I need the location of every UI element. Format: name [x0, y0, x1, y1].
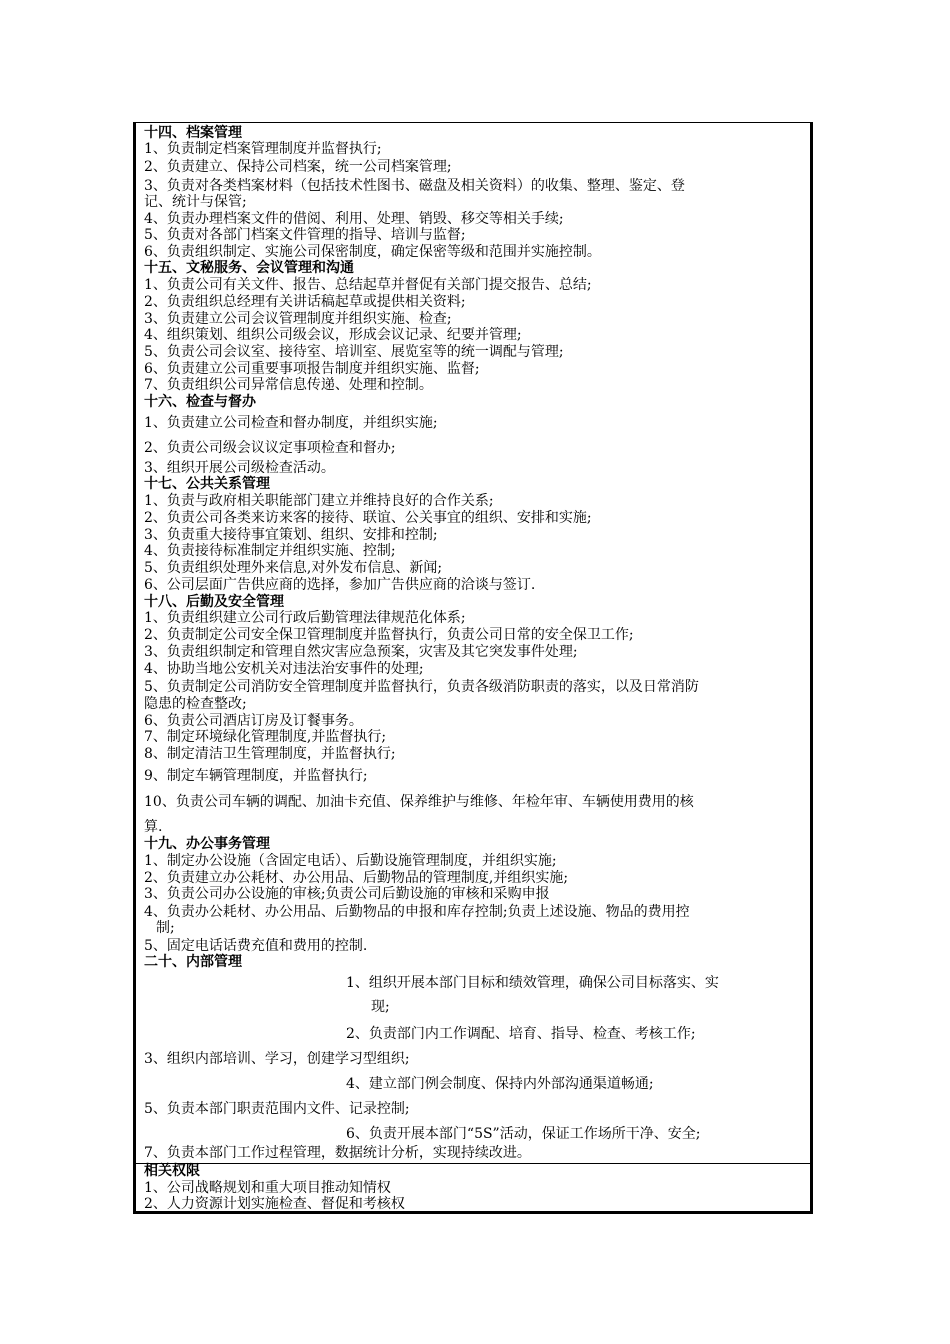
list-item: 2、负责建立、保持公司档案，统一公司档案管理; — [144, 159, 452, 175]
section-heading: 十四、档案管理 — [144, 125, 242, 141]
list-item: 现; — [371, 999, 390, 1015]
list-item: 3、组织开展公司级检查活动。 — [144, 460, 335, 476]
list-item: 1、负责与政府相关职能部门建立并维持良好的合作关系; — [144, 493, 494, 509]
list-item: 7、制定环境绿化管理制度,并监督执行; — [144, 729, 387, 745]
list-item: 5、负责公司会议室、接待室、培训室、展览室等的统一调配与管理; — [144, 344, 564, 360]
list-item: 1、负责公司有关文件、报告、总结起草并督促有关部门提交报告、总结; — [144, 277, 592, 293]
list-item: 2、人力资源计划实施检查、督促和考核权 — [144, 1196, 405, 1212]
list-item: 2、负责建立办公耗材、办公用品、后勤物品的管理制度,并组织实施; — [144, 870, 569, 886]
list-item: 制; — [156, 920, 175, 936]
list-item: 6、负责组织制定、实施公司保密制度，确定保密等级和范围并实施控制。 — [144, 244, 601, 260]
list-item: 7、负责组织公司异常信息传递、处理和控制。 — [144, 377, 433, 393]
list-item: 2、负责公司级会议议定事项检查和督办; — [144, 440, 396, 456]
section-heading: 十七、公共关系管理 — [144, 476, 270, 492]
section-heading: 十八、后勤及安全管理 — [144, 594, 284, 610]
list-item: 9、制定车辆管理制度，并监督执行; — [144, 768, 368, 784]
list-item: 2、负责组织总经理有关讲话稿起草或提供相关资料; — [144, 294, 466, 310]
document-table — [133, 122, 813, 1214]
list-item: 4、组织策划、组织公司级会议，形成会议记录、纪要并管理; — [144, 327, 522, 343]
list-item: 算. — [144, 819, 163, 835]
list-item: 5、负责本部门职责范围内文件、记录控制; — [144, 1101, 410, 1117]
list-item: 4、负责接待标准制定并组织实施、控制; — [144, 543, 396, 559]
section-heading: 二十、内部管理 — [144, 954, 242, 970]
list-item: 5、负责组织处理外来信息,对外发布信息、新闻; — [144, 560, 443, 576]
list-item: 6、负责建立公司重要事项报告制度并组织实施、监督; — [144, 361, 480, 377]
list-item: 2、负责部门内工作调配、培育、指导、检查、考核工作; — [346, 1026, 696, 1042]
list-item: 10、负责公司车辆的调配、加油卡充值、保养维护与维修、年检年审、车辆使用费用的核 — [144, 794, 694, 810]
section-heading: 十五、文秘服务、会议管理和沟通 — [144, 260, 354, 276]
list-item: 6、公司层面广告供应商的选择，参加广告供应商的洽谈与签订. — [144, 577, 536, 593]
list-item: 4、协助当地公安机关对违法治安事件的处理; — [144, 661, 424, 677]
list-item: 记、统计与保管; — [144, 194, 247, 210]
list-item: 7、负责本部门工作过程管理，数据统计分析，实现持续改进。 — [144, 1145, 531, 1161]
list-item: 2、负责公司各类来访来客的接待、联谊、公关事宜的组织、安排和实施; — [144, 510, 592, 526]
list-item: 1、制定办公设施（含固定电话）、后勤设施管理制度，并组织实施; — [144, 853, 557, 869]
list-item: 5、负责对各部门档案文件管理的指导、培训与监督; — [144, 227, 466, 243]
duties-cell — [136, 123, 810, 1164]
permissions-cell — [136, 1163, 810, 1212]
list-item: 1、负责制定档案管理制度并监督执行; — [144, 141, 382, 157]
list-item: 4、负责办公耗材、办公用品、后勤物品的申报和库存控制;负责上述设施、物品的费用控 — [144, 904, 690, 920]
section-heading: 十九、办公事务管理 — [144, 836, 270, 852]
list-item: 3、负责公司办公设施的审核;负责公司后勤设施的审核和采购申报 — [144, 886, 550, 902]
list-item: 1、组织开展本部门目标和绩效管理，确保公司目标落实、实 — [346, 975, 719, 991]
list-item: 1、公司战略规划和重大项目推动知情权 — [144, 1180, 391, 1196]
list-item: 8、制定清洁卫生管理制度，并监督执行; — [144, 746, 396, 762]
list-item: 3、负责对各类档案材料（包括技术性图书、磁盘及相关资料）的收集、整理、鉴定、登 — [144, 178, 685, 194]
list-item: 3、组织内部培训、学习，创建学习型组织; — [144, 1051, 410, 1067]
list-item: 2、负责制定公司安全保卫管理制度并监督执行，负责公司日常的安全保卫工作; — [144, 627, 634, 643]
list-item: 4、建立部门例会制度、保持内外部沟通渠道畅通; — [346, 1076, 654, 1092]
list-item: 1、负责建立公司检查和督办制度，并组织实施; — [144, 415, 438, 431]
list-item: 3、负责建立公司会议管理制度并组织实施、检查; — [144, 311, 452, 327]
list-item: 3、负责重大接待事宜策划、组织、安排和控制; — [144, 527, 438, 543]
list-item: 3、负责组织制定和管理自然灾害应急预案，灾害及其它突发事件处理; — [144, 644, 578, 660]
list-item: 5、负责制定公司消防安全管理制度并监督执行，负责各级消防职责的落实，以及日常消防 — [144, 679, 699, 695]
list-item: 1、负责组织建立公司行政后勤管理法律规范化体系; — [144, 610, 466, 626]
list-item: 隐患的检查整改; — [144, 696, 247, 712]
section-heading: 相关权限 — [144, 1163, 200, 1179]
list-item: 5、固定电话话费充值和费用的控制. — [144, 938, 368, 954]
list-item: 4、负责办理档案文件的借阅、利用、处理、销毁、移交等相关手续; — [144, 211, 564, 227]
list-item: 6、负责公司酒店订房及订餐事务。 — [144, 713, 363, 729]
list-item: 6、负责开展本部门“5S”活动，保证工作场所干净、安全; — [346, 1126, 701, 1142]
section-heading: 十六、检查与督办 — [144, 394, 256, 410]
